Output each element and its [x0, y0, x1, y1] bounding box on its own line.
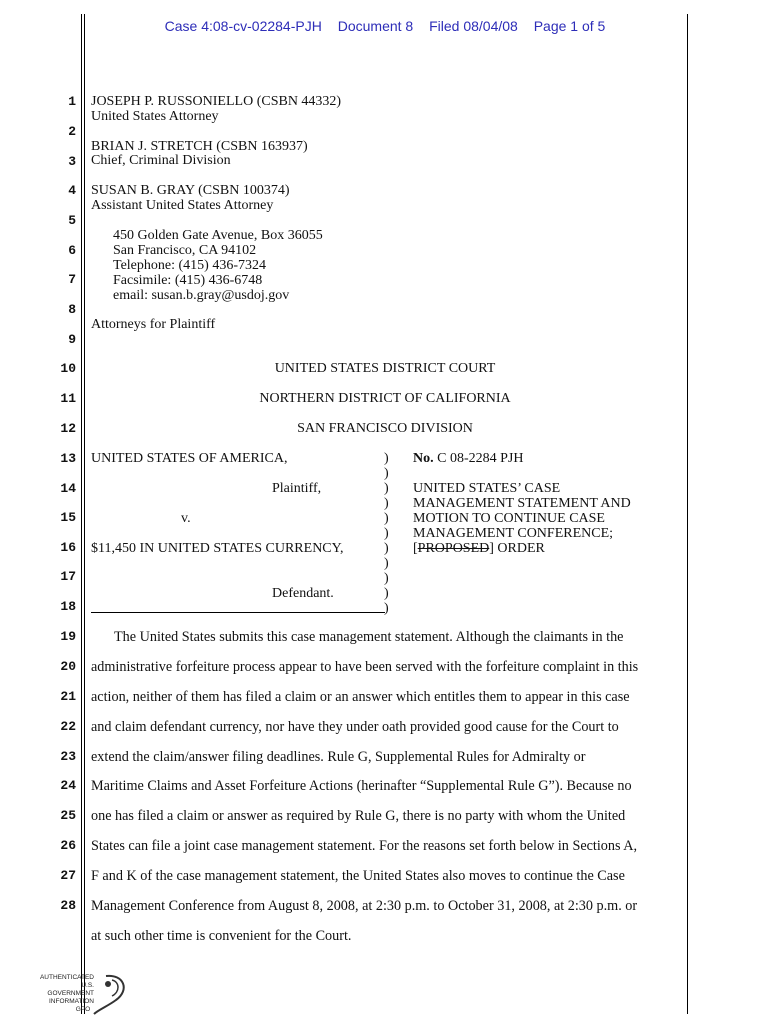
case-number-prefix: No.	[413, 451, 434, 466]
caption-paren: )	[384, 541, 389, 556]
body-line: The United States submits this case management statement. Although the claimants in the	[114, 629, 624, 645]
caption-paren: )	[384, 496, 389, 511]
attorney3-name: SUSAN B. GRAY (CSBN 100374)	[91, 183, 290, 198]
seal-line: AUTHENTICATED	[39, 974, 94, 981]
seal-line: GPO	[75, 1006, 91, 1013]
line-number: 5	[68, 213, 76, 228]
filing-header	[0, 18, 770, 34]
attorney1-name: JOSEPH P. RUSSONIELLO (CSBN 44332)	[91, 94, 342, 109]
line-number: 3	[68, 154, 76, 169]
line-number: 14	[60, 481, 76, 496]
line-number: 13	[60, 451, 76, 466]
line-number: 1	[68, 94, 76, 109]
body-line: at such other time is convenient for the Court.	[91, 928, 352, 944]
line-number: 11	[60, 391, 76, 406]
caption-paren: )	[384, 481, 389, 496]
line-number: 10	[60, 361, 76, 376]
attorneys-for: Attorneys for Plaintiff	[91, 317, 216, 332]
doc-title-line-5	[413, 541, 545, 556]
line-number: 17	[60, 569, 76, 584]
caption-underline	[91, 612, 385, 613]
seal-line: INFORMATION	[48, 998, 94, 1005]
facsimile: Facsimile: (415) 436-6748	[113, 273, 263, 288]
caption-defendant-label: Defendant.	[272, 586, 334, 601]
caption-paren: )	[384, 451, 389, 466]
attorney2-name: BRIAN J. STRETCH (CSBN 163937)	[91, 139, 308, 154]
line-number: 2	[68, 124, 76, 139]
line-number: 15	[60, 510, 76, 525]
line-number: 27	[60, 868, 76, 883]
caption-paren: )	[384, 586, 389, 601]
attorney2-title: Chief, Criminal Division	[91, 153, 231, 168]
line-number: 26	[60, 838, 76, 853]
caption-paren: )	[384, 526, 389, 541]
left-margin-rule-outer	[81, 14, 82, 1014]
gpo-seal-text	[34, 974, 94, 1014]
line-number: 7	[68, 272, 76, 287]
caption-paren: )	[384, 511, 389, 526]
body-line: Management Conference from August 8, 2008, at 2:30 p.m. to October 31, 2008, at 2:30 p.m. or	[91, 898, 638, 914]
line-number: 23	[60, 749, 76, 764]
line-number: 8	[68, 302, 76, 317]
doc-title-line-3: MOTION TO CONTINUE CASE	[413, 511, 605, 526]
header-case: Case 4:08-cv-02284-PJH	[164, 18, 322, 34]
caption-plaintiff-label: Plaintiff,	[272, 481, 322, 496]
caption-paren: )	[384, 556, 389, 571]
body-line: administrative forfeiture process appear to have been served with the forfeiture complaint in this	[91, 659, 639, 675]
line-number: 25	[60, 808, 76, 823]
line-number: 19	[60, 629, 76, 644]
doc-title-line-1: UNITED STATES’ CASE	[413, 481, 561, 496]
caption-paren: )	[384, 571, 389, 586]
doc-title-line-4: MANAGEMENT CONFERENCE;	[413, 526, 614, 541]
body-line: States can file a joint case management statement. For the reasons set forth below in Sections A,	[91, 838, 638, 854]
line-number: 4	[68, 183, 76, 198]
body-line: one has filed a claim or answer as required by Rule G, there is no party with whom the United	[91, 808, 626, 824]
caption-plaintiff: UNITED STATES OF AMERICA,	[91, 451, 288, 466]
line-number: 22	[60, 719, 76, 734]
struck-proposed: PROPOSED	[417, 541, 490, 556]
header-page: Page 1 of 5	[533, 18, 606, 34]
address-line-1: 450 Golden Gate Avenue, Box 36055	[113, 228, 323, 243]
case-number	[413, 451, 523, 466]
body-line: Maritime Claims and Asset Forfeiture Actions (herinafter “Supplemental Rule G”). Because no	[91, 778, 632, 794]
left-margin-rule-inner	[84, 14, 85, 1014]
line-number: 21	[60, 689, 76, 704]
attorney3-title: Assistant United States Attorney	[91, 198, 274, 213]
body-line: and claim defendant currency, nor have they under oath provided good cause for the Court to	[91, 719, 619, 735]
line-number: 18	[60, 599, 76, 614]
body-line: action, neither of them has filed a claim or an answer which entitles them to appear in this case	[91, 689, 630, 705]
email: email: susan.b.gray@usdoj.gov	[113, 288, 290, 303]
doc-title-line-2: MANAGEMENT STATEMENT AND	[413, 496, 631, 511]
attorney1-title: United States Attorney	[91, 109, 219, 124]
line-number: 12	[60, 421, 76, 436]
court-division: SAN FRANCISCO DIVISION	[297, 421, 473, 436]
court-name: UNITED STATES DISTRICT COURT	[274, 361, 496, 376]
address-line-2: San Francisco, CA 94102	[113, 243, 257, 258]
header-document: Document 8	[337, 18, 414, 34]
seal-line: U.S. GOVERNMENT	[47, 982, 94, 997]
telephone: Telephone: (415) 436-7324	[113, 258, 266, 273]
line-number: 6	[68, 243, 76, 258]
header-filed: Filed 08/04/08	[429, 18, 518, 34]
body-line: F and K of the case management statement, the United States also moves to continue the Case	[91, 868, 625, 884]
case-number-value: C 08-2284 PJH	[437, 451, 524, 466]
line-number: 16	[60, 540, 76, 555]
order-text: ] ORDER	[489, 541, 545, 556]
right-margin-rule	[687, 14, 688, 1014]
line-number: 20	[60, 659, 76, 674]
caption-paren: )	[384, 466, 389, 481]
line-number: 9	[68, 332, 76, 347]
court-district: NORTHERN DISTRICT OF CALIFORNIA	[259, 391, 511, 406]
caption-versus: v.	[181, 511, 191, 526]
body-line: extend the claim/answer filing deadlines. Rule G, Supplemental Rules for Admiralty or	[91, 749, 586, 765]
bracket-open: [	[413, 541, 418, 556]
line-number: 28	[60, 898, 76, 913]
caption-defendant: $11,450 IN UNITED STATES CURRENCY,	[91, 541, 344, 556]
caption-paren: )	[384, 601, 389, 616]
line-number: 24	[60, 778, 76, 793]
